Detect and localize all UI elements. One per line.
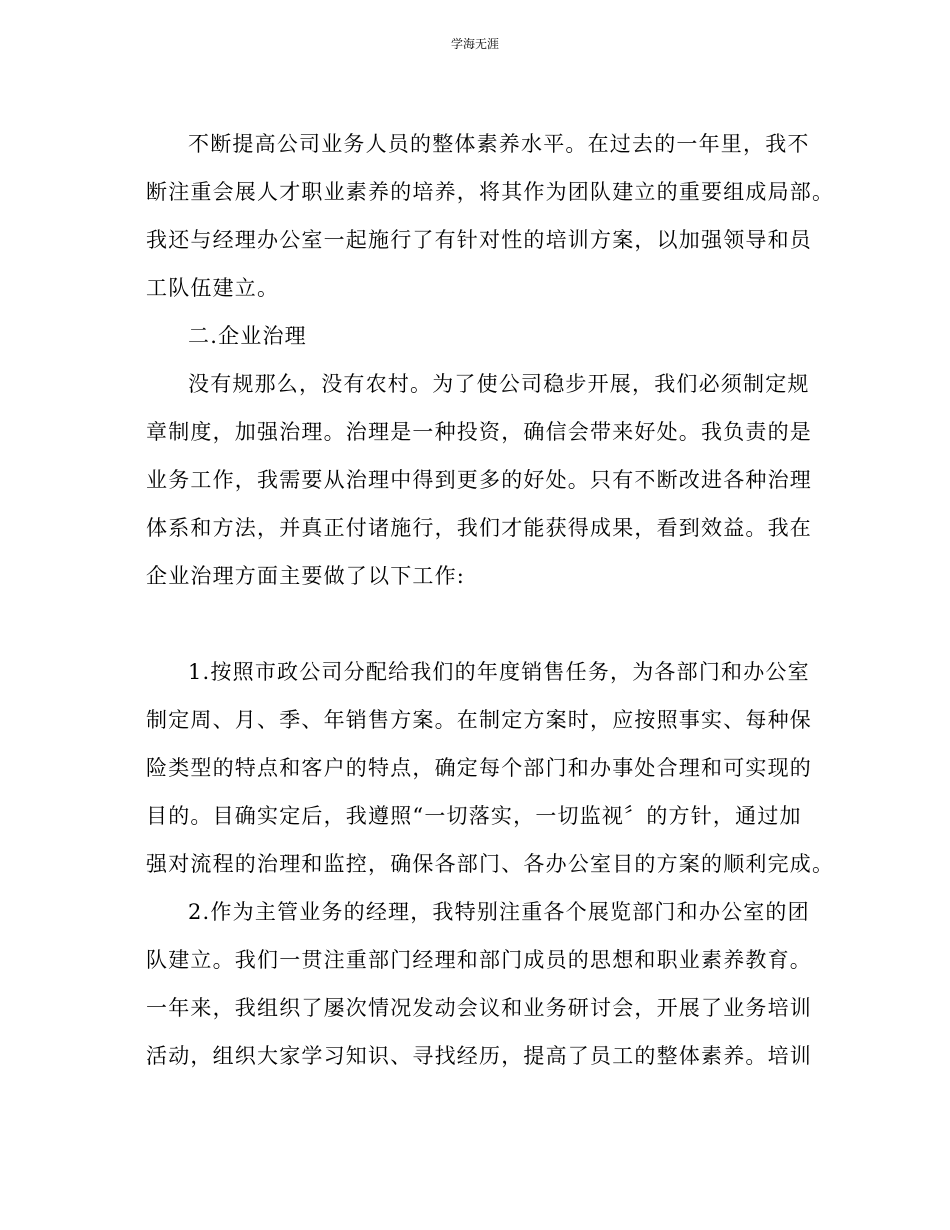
- paragraph-line: 断注重会展人才职业素养的培养，将其作为团队建立的重要组成局部。: [146, 180, 835, 204]
- list-item-line: 强对流程的治理和监控，确保各部门、各办公室目的方案的顺利完成。: [146, 852, 835, 876]
- list-item-line: 一年来，我组织了屡次情况发动会议和业务研讨会，开展了业务培训: [146, 996, 812, 1020]
- list-item-line: 目的。目确实定后，我遵照“一切落实，一切监视〞的方针，通过加: [146, 804, 802, 828]
- list-item-line: 队建立。我们一贯注重部门经理和部门成员的思想和职业素养教育。: [146, 948, 812, 972]
- paragraph-line: 没有规那么，没有农村。为了使公司稳步开展，我们必须制定规: [188, 372, 810, 396]
- page-header: 学海无涯: [450, 37, 499, 51]
- list-item-line: 1.按照市政公司分配给我们的年度销售任务，为各部门和办公室: [188, 660, 810, 684]
- paragraph-line: 我还与经理办公室一起施行了有针对性的培训方案，以加强领导和员: [146, 228, 812, 252]
- paragraph-line: 不断提高公司业务人员的整体素养水平。在过去的一年里，我不: [188, 132, 810, 156]
- paragraph-line: 业务工作，我需要从治理中得到更多的好处。只有不断改进各种治理: [146, 468, 812, 492]
- paragraph-line: 章制度，加强治理。治理是一种投资，确信会带来好处。我负责的是: [146, 420, 812, 444]
- document-body: [146, 120, 835, 1080]
- list-item-line: 险类型的特点和客户的特点，确定每个部门和办事处合理和可实现的: [146, 756, 812, 780]
- list-item-line: 活动，组织大家学习知识、寻找经历，提高了员工的整体素养。培训: [146, 1044, 812, 1068]
- paragraph-line: 体系和方法，并真正付诸施行，我们才能获得成果，看到效益。我在: [146, 516, 812, 540]
- blank-line: [146, 600, 826, 648]
- section-heading: 二.企业治理: [188, 324, 307, 348]
- list-item-line: 2.作为主管业务的经理，我特别注重各个展览部门和办公室的团: [188, 900, 810, 924]
- list-item-line: 制定周、月、季、年销售方案。在制定方案时，应按照事实、每种保: [146, 708, 812, 732]
- paragraph-line: 企业治理方面主要做了以下工作:: [146, 564, 466, 588]
- paragraph-line: 工队伍建立。: [146, 276, 280, 300]
